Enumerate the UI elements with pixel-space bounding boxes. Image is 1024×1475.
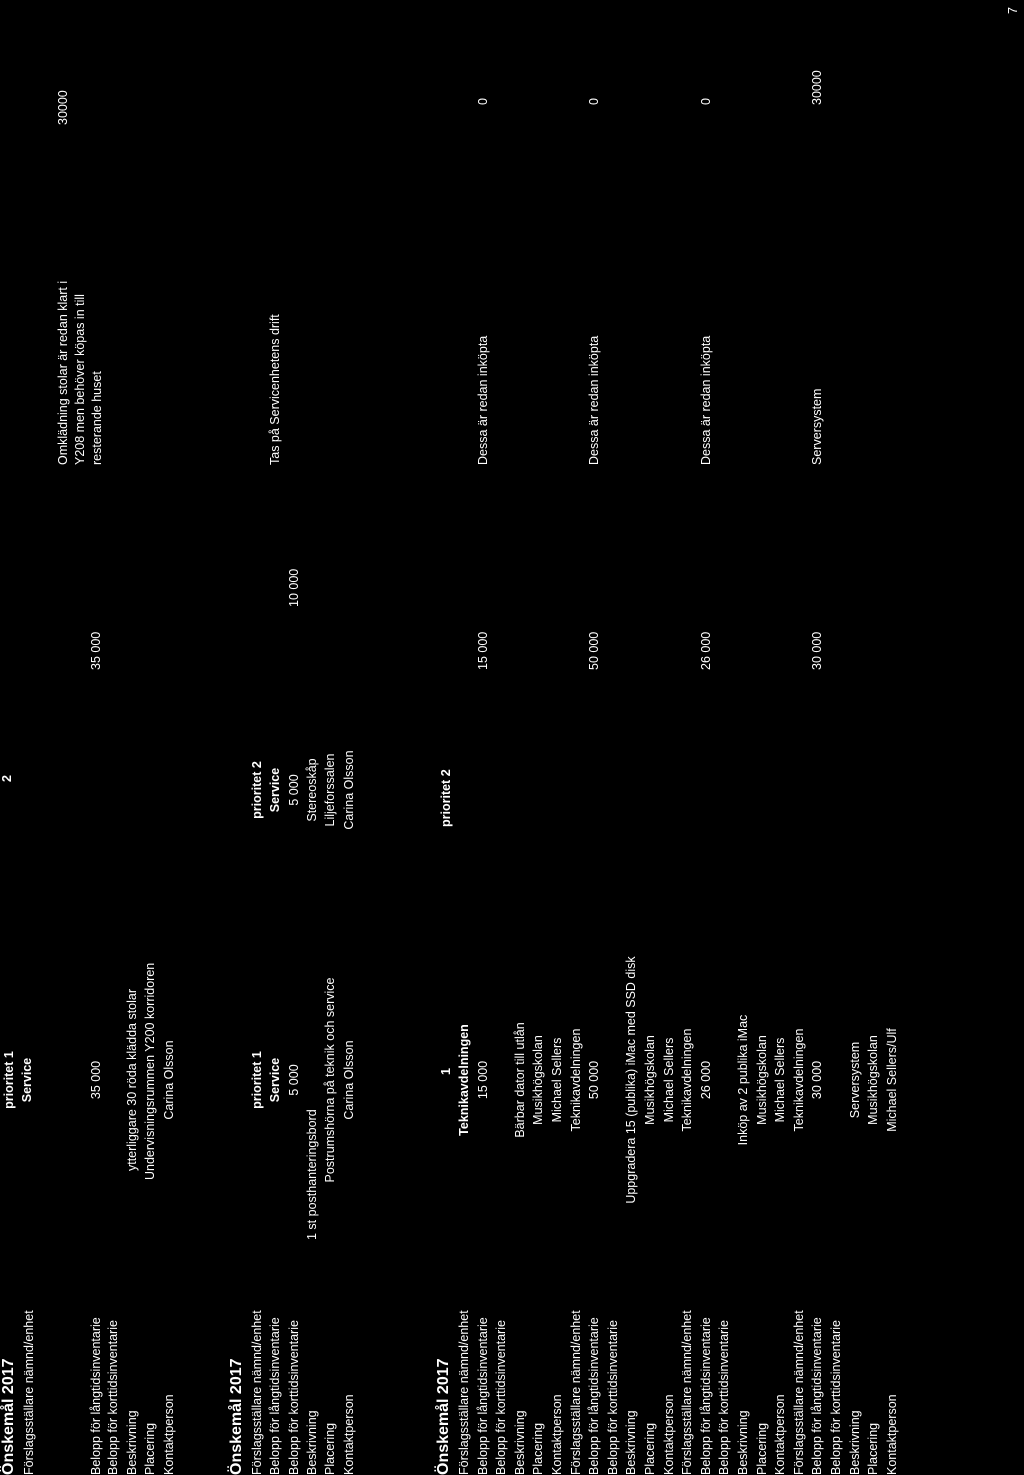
row-total: 30000 xyxy=(810,70,824,105)
row-label: Belopp för korttidsinventarie xyxy=(717,1320,731,1475)
row-value: Musikhögskolan xyxy=(866,1035,880,1125)
page-number: 7 xyxy=(1006,7,1020,14)
label-long-amount: Belopp för långtidsinventarie xyxy=(89,1317,103,1475)
row-value: Michael Sellers xyxy=(550,1037,564,1123)
row-value: Musikhögskolan xyxy=(531,1035,545,1125)
s2-right-amount: 10 000 xyxy=(287,568,301,607)
s2-c1-placement: Postrumshörna på teknik och service xyxy=(323,977,337,1183)
row-label: Beskrivning xyxy=(848,1410,862,1475)
row-value: Michael Sellers xyxy=(773,1037,787,1123)
label-proposer: Förslagsställare nämnd/enhet xyxy=(250,1310,264,1475)
row-label: Placering xyxy=(755,1422,769,1475)
row-value: Musikhögskolan xyxy=(755,1035,769,1125)
row-value: Bärbar dator till utlån xyxy=(513,1022,527,1138)
label-description: Beskrivning xyxy=(305,1410,319,1475)
row-label: Förslagsställare nämnd/enhet xyxy=(680,1310,694,1475)
label-short-amount: Belopp för korttidsinventarie xyxy=(106,1320,120,1475)
row-value: Musikhögskolan xyxy=(643,1035,657,1125)
row-label: Belopp för långtidsinventarie xyxy=(810,1317,824,1475)
s2-c1-priority: prioritet 1 xyxy=(250,1051,264,1109)
row-value: Serversystem xyxy=(848,1041,862,1119)
row-amount: 15 000 xyxy=(476,631,490,670)
label-description: Beskrivning xyxy=(125,1410,139,1475)
row-label: Belopp för långtidsinventarie xyxy=(476,1317,490,1475)
s1-right-amount: 35 000 xyxy=(89,631,103,670)
label-short-amount: Belopp för korttidsinventarie xyxy=(287,1320,301,1475)
s1-long-amount: 35 000 xyxy=(89,1060,103,1100)
s2-c2-short-amount: 5 000 xyxy=(287,774,301,806)
row-label: Beskrivning xyxy=(624,1410,638,1475)
row-value: Uppgradera 15 (publika) iMac med SSD disk xyxy=(624,956,638,1204)
s2-c1-short-amount: 5 000 xyxy=(287,1064,301,1096)
row-amount: 30 000 xyxy=(810,631,824,670)
s2-c2-contact: Carina Olsson xyxy=(342,750,356,830)
row-total: 0 xyxy=(476,98,490,105)
s1-priority: prioritet 1 xyxy=(2,1051,16,1109)
s1-placement: Undervisningsrummen Y200 korridoren xyxy=(143,962,157,1180)
row-comment: Dessa är redan inköpta xyxy=(587,335,601,465)
row-value: Inköp av 2 publika iMac xyxy=(736,1014,750,1146)
row-comment: Serversystem xyxy=(810,388,824,465)
row-value: 26 000 xyxy=(699,1060,713,1100)
section-2-heading: Önskemål 2017 xyxy=(228,1358,245,1475)
row-label: Förslagsställare nämnd/enhet xyxy=(457,1310,471,1475)
section-1-heading: Önskemål 2017 xyxy=(0,1358,17,1475)
row-label: Belopp för korttidsinventarie xyxy=(494,1320,508,1475)
s2-c2-placement: Liljeforssalen xyxy=(323,753,337,827)
s2-c1-contact: Carina Olsson xyxy=(342,1040,356,1120)
row-label: Belopp för långtidsinventarie xyxy=(699,1317,713,1475)
s1-description: ytterliggare 30 röda klädda stolar xyxy=(125,988,139,1172)
s2-c2-priority: prioritet 2 xyxy=(250,761,264,819)
row-comment: Dessa är redan inköpta xyxy=(476,335,490,465)
row-label: Förslagsställare nämnd/enhet xyxy=(792,1310,806,1475)
row-value: 50 000 xyxy=(587,1060,601,1100)
label-placement: Placering xyxy=(143,1422,157,1475)
label-contact: Kontaktperson xyxy=(342,1394,356,1475)
row-label: Beskrivning xyxy=(736,1410,750,1475)
row-total: 0 xyxy=(699,98,713,105)
row-label: Belopp för korttidsinventarie xyxy=(829,1320,843,1475)
s2-c2-description: Stereoskåp xyxy=(305,758,319,822)
row-label: Kontaktperson xyxy=(662,1394,676,1475)
s1-unit: Service xyxy=(20,1057,34,1103)
row-value: Teknikavdelningen xyxy=(457,1024,471,1136)
row-comment: Dessa är redan inköpta xyxy=(699,335,713,465)
label-placement: Placering xyxy=(323,1422,337,1475)
s1-comment-line2: Y208 men behöver köpas in till xyxy=(73,294,87,465)
s2-c2-unit: Service xyxy=(268,767,282,813)
row-label: Kontaktperson xyxy=(773,1394,787,1475)
row-label: Belopp för korttidsinventarie xyxy=(606,1320,620,1475)
s2-c1-description: 1 st posthanteringsbord xyxy=(305,1109,319,1240)
s3-c1-priority: 1 xyxy=(439,1068,453,1075)
row-label: Placering xyxy=(643,1422,657,1475)
row-value: Teknikavdelningen xyxy=(792,1028,806,1132)
row-label: Beskrivning xyxy=(513,1410,527,1475)
row-label: Placering xyxy=(866,1422,880,1475)
s2-comment: Tas på Servicenhetens drift xyxy=(268,314,282,465)
label-contact: Kontaktperson xyxy=(162,1394,176,1475)
row-total: 0 xyxy=(587,98,601,105)
section-3-heading: Önskemål 2017 xyxy=(435,1358,452,1475)
s1-contact: Carina Olsson xyxy=(162,1040,176,1120)
row-label: Belopp för långtidsinventarie xyxy=(587,1317,601,1475)
label-long-amount: Belopp för långtidsinventarie xyxy=(268,1317,282,1475)
row-value: 15 000 xyxy=(476,1060,490,1100)
s1-comment-line1: Omklädning stolar är redan klart i xyxy=(56,280,70,465)
row-amount: 50 000 xyxy=(587,631,601,670)
row-label: Kontaktperson xyxy=(885,1394,899,1475)
row-amount: 26 000 xyxy=(699,631,713,670)
row-label: Förslagsställare nämnd/enhet xyxy=(569,1310,583,1475)
s1-comment-line3: resterande huset xyxy=(90,371,104,465)
row-label: Kontaktperson xyxy=(550,1394,564,1475)
s1-total: 30000 xyxy=(56,90,70,125)
label-proposer: Förslagsställare nämnd/enhet xyxy=(22,1310,36,1475)
s1-col2-marker: 2 xyxy=(0,775,14,782)
row-value: Teknikavdelningen xyxy=(680,1028,694,1132)
row-value: Teknikavdelningen xyxy=(569,1028,583,1132)
s2-c1-unit: Service xyxy=(268,1057,282,1103)
row-value: Michael Sellers/Ulf xyxy=(885,1028,899,1132)
row-label: Placering xyxy=(531,1422,545,1475)
s3-c2-priority: prioritet 2 xyxy=(439,769,453,827)
row-value: Michael Sellers xyxy=(662,1037,676,1123)
row-value: 30 000 xyxy=(810,1060,824,1100)
